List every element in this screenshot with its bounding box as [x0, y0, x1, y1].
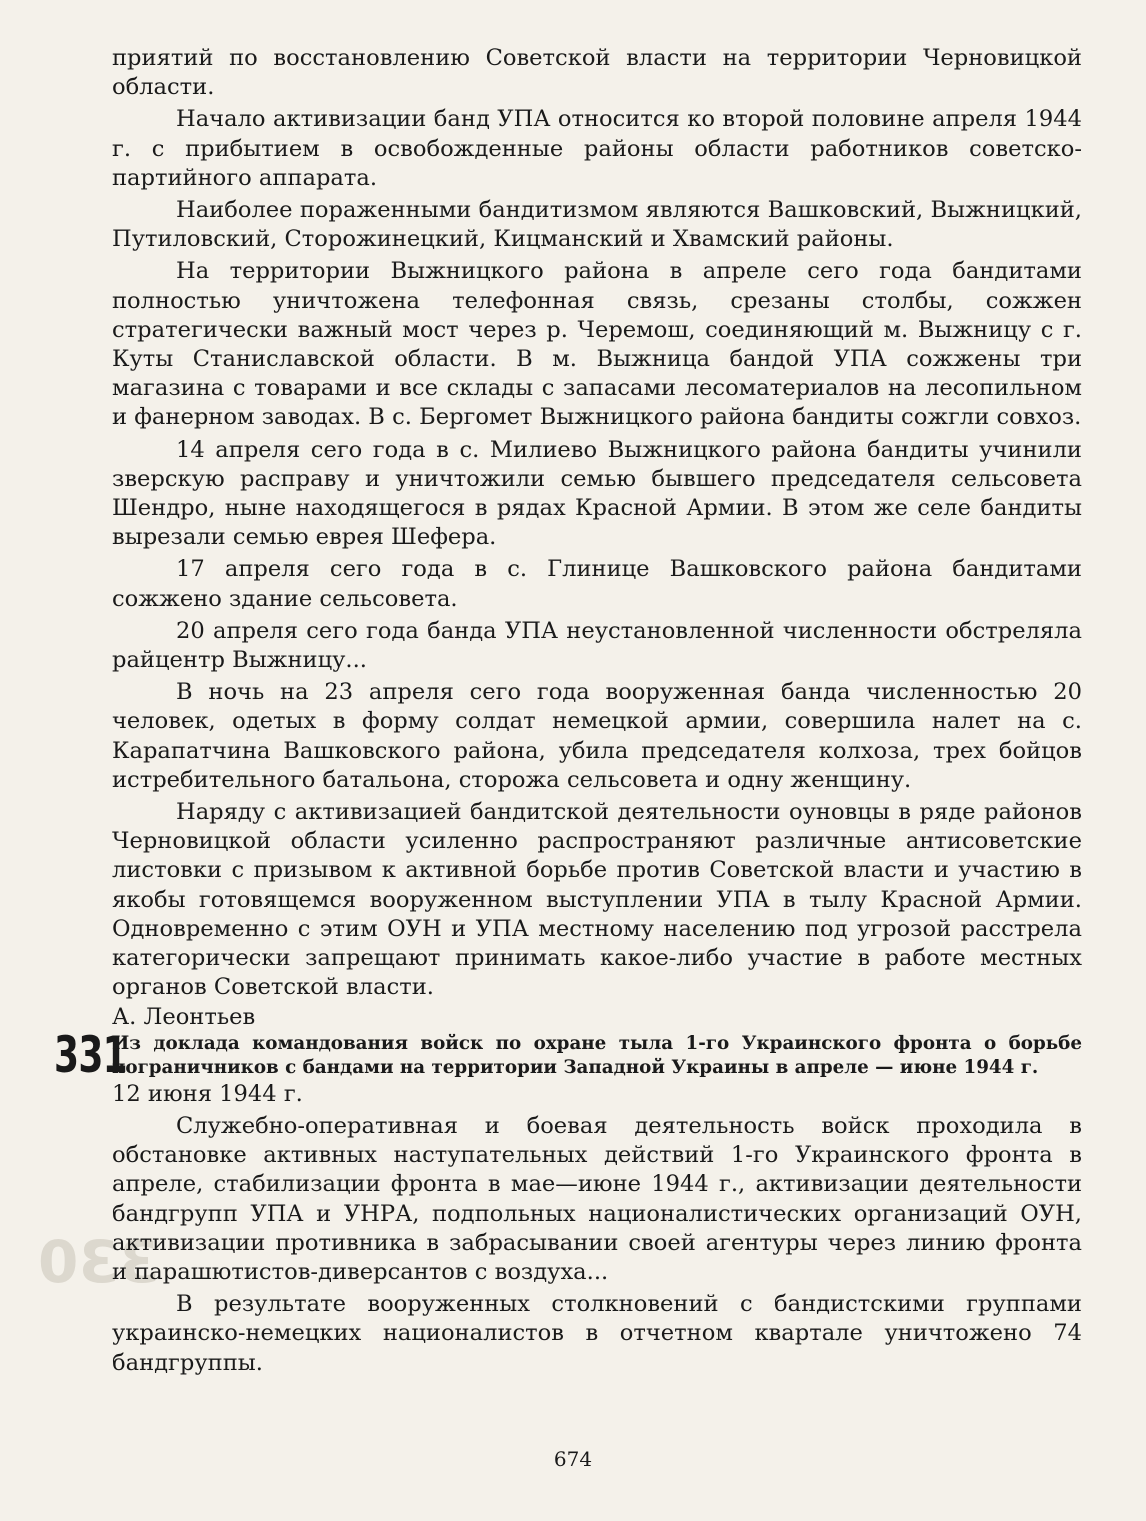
paragraph: В результате вооруженных столкновений с бандистскими группами украинско-немецких националистов в отчетном квартале уничтожено 74 бандгруппы.	[112, 1291, 1082, 1376]
paragraph: Наиболее пораженными бандитизмом являются Вашковский, Выжницкий, Путиловский, Сторожинецкий, Кицманский и Хвамский районы.	[112, 197, 1082, 253]
paragraph: На территории Выжницкого района в апреле сего года бандитами полностью уничтожена телефонная связь, срезаны столбы, сожжен стратегически важный мост через р. Черемош, соединяющий м. Выжницу с г. Куты Станиславской области. В м. Выжница бандой УПА сожжены три магазина с товарами и все склады с запасами лесоматериалов на лесопильном и фанерном заводах. В с. Бергомет Выжницкого района бандиты сожгли совхоз.	[112, 258, 1082, 431]
paragraph: Наряду с активизацией бандитской деятельности оуновцы в ряде районов Черновицкой области усиленно распространяют различные антисоветские листовки с призывом к активной борьбе против Советской власти и участию в якобы готовящемся вооруженном выступлении УПА в тылу Красной Армии. Одновременно с этим ОУН и УПА местному населению под угрозой расстрела категорически запрещают принимать какое-либо участие в работе местных органов Советской власти.	[112, 799, 1082, 1001]
paragraph: приятий по восстановлению Советской власти на территории Черновицкой области.	[112, 45, 1082, 101]
paragraph: 20 апреля сего года банда УПА неустановленной численности обстреляла райцентр Выжницу...	[112, 617, 1082, 674]
document-header	[54, 1025, 1082, 1084]
document-date: 12 июня 1944 г.	[112, 1080, 303, 1107]
document-title: Из доклада командования войск по охране тыла 1-го Украинского фронта о борьбе пограничников с бандами на территории Западной Украины в апреле — июне 1944 г.	[112, 1032, 1082, 1078]
paragraph: В ночь на 23 апреля сего года вооруженная банда численностью 20 человек, одетых в форму солдат немецкой армии, совершила налет на с. Карапатчина Вашковского района, убила председателя колхоза, трех бойцов истребительного батальона, сторожа сельсовета и одну женщину.	[112, 679, 1082, 793]
paragraph: Служебно-оперативная и боевая деятельность войск проходила в обстановке активных наступательных действий 1-го Украинского фронта в апреле, стабилизации фронта в мае—июне 1944 г., активизации деятельности бандгрупп УПА и УНРА, подпольных националистических организаций ОУН, активизации противника в забрасывании своей агентуры через линию фронта и парашютистов-диверсантов с воздуха...	[112, 1112, 1082, 1285]
signature: А. Леонтьев	[112, 1003, 256, 1030]
bleed-through-number: 330	[38, 1228, 160, 1296]
paragraph: 14 апреля сего года в с. Милиево Выжницкого района бандиты учинили зверскую расправу и уничтожили семью бывшего председателя сельсовета Шендро, ныне находящегося в рядах Красной Армии. В этом же селе бандиты вырезали семью еврея Шефера.	[112, 436, 1082, 551]
document-number: 331	[54, 1025, 127, 1084]
paragraph: Начало активизации банд УПА относится ко второй половине апреля 1944 г. с прибытием в освобожденные районы области работников советско-партийного аппарата.	[112, 106, 1082, 191]
page-number: 674	[553, 1447, 593, 1471]
paragraph: 17 апреля сего года в с. Глинице Вашковского района бандитами сожжено здание сельсовета.	[112, 556, 1082, 612]
